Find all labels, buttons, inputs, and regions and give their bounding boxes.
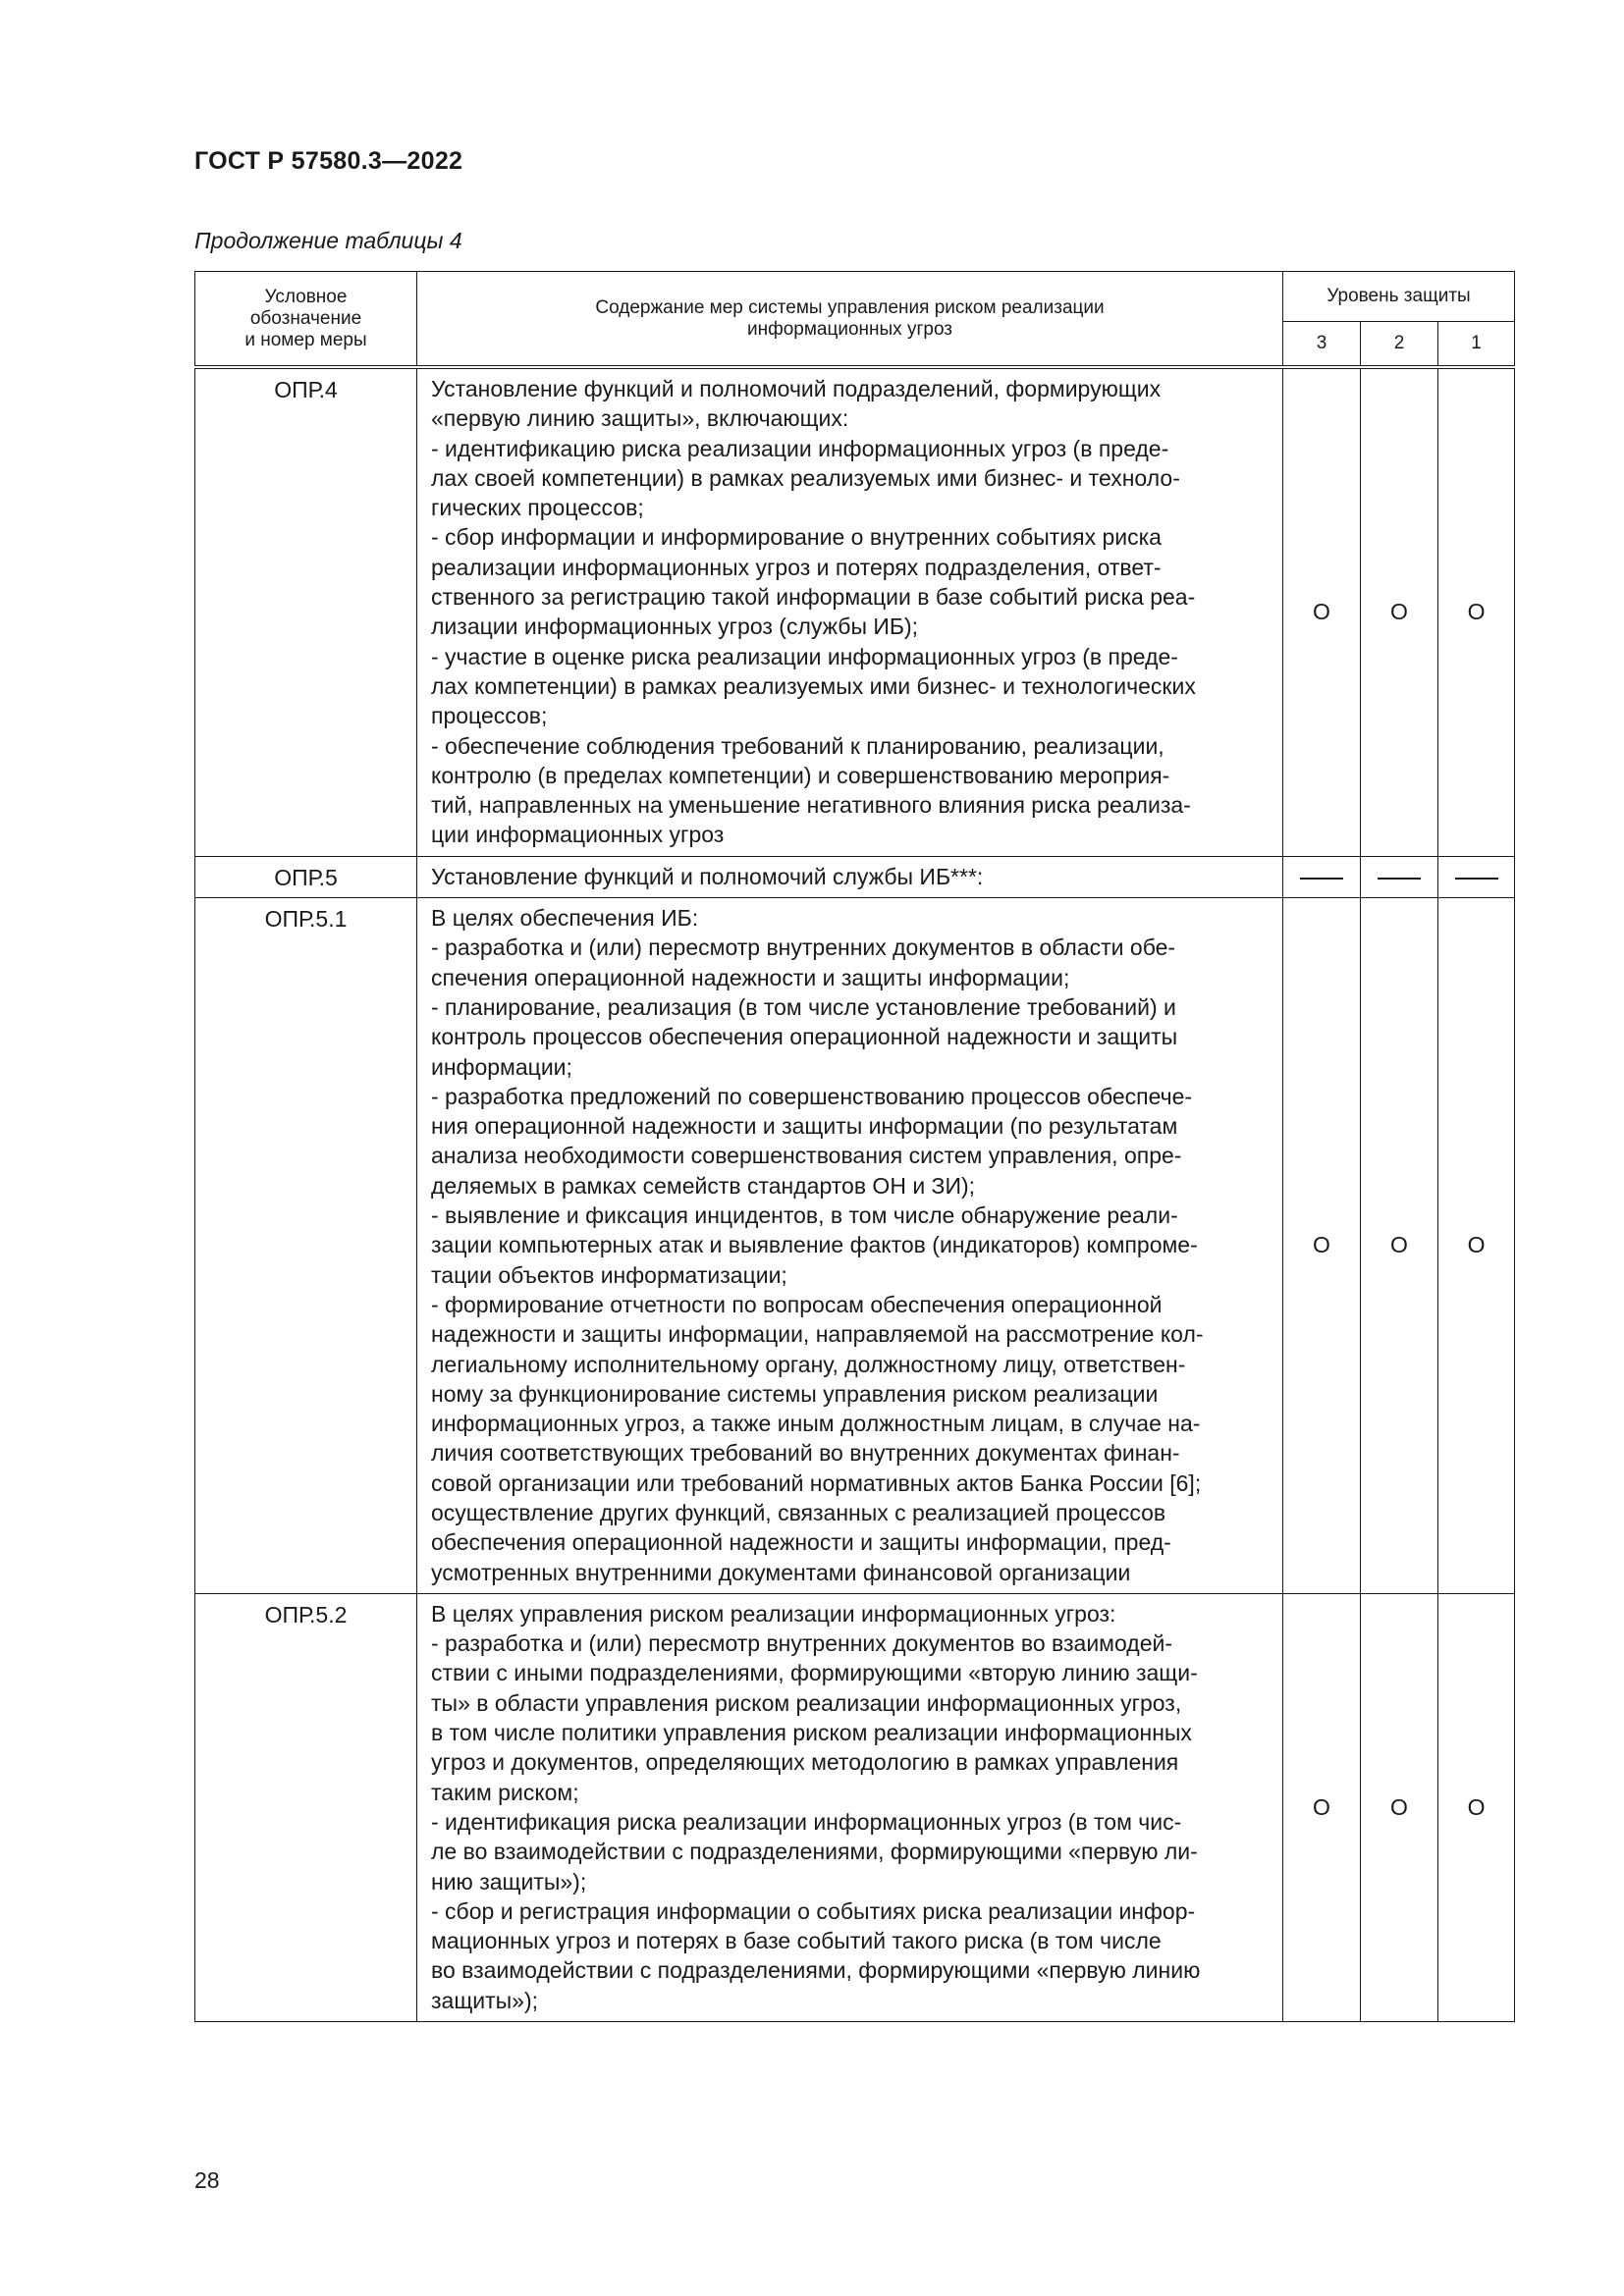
level-cell	[1361, 856, 1438, 897]
measure-content-line: реализации информационных угроз и потерях подразделения, ответ-	[431, 554, 1162, 580]
measure-content-line: личия соответствующих требований во внутренних документах финан-	[431, 1440, 1180, 1467]
page-number: 28	[194, 2167, 220, 2193]
measure-content-line: во взаимодействии с подразделениями, формирующими «первую линию	[431, 1957, 1201, 1984]
document-code: ГОСТ Р 57580.3—2022	[194, 147, 463, 175]
measure-content	[417, 898, 1283, 1594]
measure-content-line: спечения операционной надежности и защиты информации;	[431, 964, 1070, 990]
header-protection-level: Уровень защиты	[1283, 272, 1515, 322]
level-cell: О	[1283, 1593, 1361, 2021]
measure-content-line: - обеспечение соблюдения требований к планированию, реализации,	[431, 732, 1164, 759]
header-code-line: и номер меры	[244, 329, 367, 350]
measure-content-line: процессов;	[431, 703, 548, 729]
measure-code: ОПР.5	[195, 856, 417, 897]
measure-content-line: - участие в оценке риска реализации информационных угроз (в преде-	[431, 643, 1178, 669]
measure-content-line: В целях управления риском реализации информационных угроз:	[431, 1600, 1116, 1627]
level-cell	[1283, 856, 1361, 897]
measure-content-line: надежности и защиты информации, направляемой на рассмотрение кол-	[431, 1321, 1204, 1348]
table-continuation-caption: Продолжение таблицы 4	[194, 228, 462, 253]
table-row	[195, 1593, 1515, 2021]
measure-content-line: информации;	[431, 1053, 572, 1080]
not-applicable-dash	[1378, 878, 1421, 880]
measure-content-line: мационных угроз и потерях в базе событий такого риска (в том числе	[431, 1928, 1162, 1954]
measure-content-line: контролю (в пределах компетенции) и совершенствованию мероприя-	[431, 762, 1170, 788]
level-cell	[1438, 856, 1515, 897]
measure-content-line: контроль процессов обеспечения операционной надежности и защиты	[431, 1024, 1178, 1050]
measure-content-line: совой организации или требований нормативных актов Банка России [6];	[431, 1469, 1202, 1496]
measure-content-line: ции информационных угроз	[431, 822, 725, 848]
measure-code: ОПР.4	[195, 367, 417, 856]
level-cell: О	[1361, 898, 1438, 1594]
not-applicable-dash	[1300, 878, 1343, 880]
measure-content-line: ле во взаимодействии с подразделениями, формирующими «первую ли-	[431, 1839, 1198, 1865]
measure-content-line: - планирование, реализация (в том числе установление требований) и	[431, 993, 1176, 1020]
measure-content-line: в том числе политики управления риском реализации информационных	[431, 1720, 1192, 1746]
measure-content-line: угроз и документов, определяющих методологию в рамках управления	[431, 1749, 1179, 1776]
measure-content-line: ния операционной надежности и защиты информации (по результатам	[431, 1113, 1178, 1140]
measure-content-line: лизации информационных угроз (службы ИБ);	[431, 614, 919, 640]
measure-code: ОПР.5.2	[195, 1593, 417, 2021]
measure-content	[417, 1593, 1283, 2021]
measure-content-line: нию защиты»);	[431, 1868, 587, 1895]
measure-content-line: анализа необходимости совершенствования систем управления, опре-	[431, 1143, 1182, 1169]
measure-content-line: лах компетенции) в рамках реализуемых ими бизнес- и технологических	[431, 672, 1196, 699]
measure-content-line: таким риском;	[431, 1779, 579, 1805]
measure-content-line: Установление функций и полномочий подразделений, формирующих	[431, 376, 1162, 401]
header-code	[195, 272, 417, 368]
measure-content-line: легиальному исполнительному органу, должностному лицу, ответствен-	[431, 1351, 1186, 1377]
measure-content	[417, 856, 1283, 897]
measure-content-line: зации компьютерных атак и выявление фактов (индикаторов) компроме-	[431, 1232, 1198, 1258]
measure-content-line: тий, направленных на уменьшение негативного влияния риска реализа-	[431, 792, 1191, 819]
level-cell: О	[1438, 1593, 1515, 2021]
header-level-3: 3	[1283, 322, 1361, 368]
header-content	[417, 272, 1283, 368]
measure-content-line: - идентификацию риска реализации информационных угроз (в преде-	[431, 435, 1169, 461]
measure-content-line: гических процессов;	[431, 495, 644, 521]
measure-content-line: - сбор и регистрация информации о событиях риска реализации инфор-	[431, 1897, 1196, 1924]
measure-content-line: - формирование отчетности по вопросам обеспечения операционной	[431, 1291, 1163, 1317]
level-cell: О	[1438, 367, 1515, 856]
header-code-line: Условное	[264, 286, 348, 307]
measure-content-line: ты» в области управления риском реализации информационных угроз,	[431, 1689, 1182, 1716]
measure-content-line: - разработка предложений по совершенствованию процессов обеспече-	[431, 1083, 1193, 1109]
measure-content-line: обеспечения операционной надежности и защиты информации, пред-	[431, 1529, 1171, 1556]
measure-content-line: «первую линию защиты», включающих:	[431, 405, 849, 432]
table-row	[195, 367, 1515, 856]
not-applicable-dash	[1455, 878, 1498, 880]
measure-content-line: - разработка и (или) пересмотр внутренних документов во взаимодей-	[431, 1630, 1172, 1657]
level-cell: О	[1361, 367, 1438, 856]
measure-content-line: лах своей компетенции) в рамках реализуемых ими бизнес- и техноло-	[431, 464, 1180, 491]
header-level-2: 2	[1361, 322, 1438, 368]
header-content-line: Содержание мер системы управления риском реализации	[595, 296, 1105, 318]
measure-content-line: информационных угроз, а также иным должностным лицам, в случае на-	[431, 1411, 1201, 1437]
header-code-line: обозначение	[249, 307, 362, 329]
header-level-1: 1	[1438, 322, 1515, 368]
measure-code: ОПР.5.1	[195, 898, 417, 1594]
table-row	[195, 898, 1515, 1594]
header-content-line: информационных угроз	[746, 318, 953, 340]
measure-content-line: ному за функционирование системы управления риском реализации	[431, 1380, 1159, 1407]
table-row	[195, 856, 1515, 897]
measure-content-line: - разработка и (или) пересмотр внутренних документов в области обе-	[431, 934, 1176, 961]
measure-content-line: ствии с иными подразделениями, формирующими «вторую линию защи-	[431, 1660, 1198, 1686]
measure-content	[417, 367, 1283, 856]
measure-content-line: Установление функций и полномочий службы ИБ***:	[431, 863, 984, 889]
measure-content-line: защиты»);	[431, 1987, 539, 2013]
measure-content-line: ственного за регистрацию такой информации в базе событий риска реа-	[431, 584, 1196, 611]
measure-content-line: В целях обеспечения ИБ:	[431, 905, 699, 932]
measure-content-line: осуществление других функций, связанных с реализацией процессов	[431, 1499, 1166, 1525]
measure-content-line: - выявление и фиксация инцидентов, в том числе обнаружение реали-	[431, 1202, 1178, 1229]
measure-content-line: - сбор информации и информирование о внутренних событиях риска	[431, 524, 1162, 551]
level-cell: О	[1283, 367, 1361, 856]
level-cell: О	[1361, 1593, 1438, 2021]
measure-content-line: тации объектов информатизации;	[431, 1261, 787, 1288]
level-cell: О	[1283, 898, 1361, 1594]
measure-content-line: деляемых в рамках семейств стандартов ОН и ЗИ);	[431, 1172, 976, 1199]
measure-content-line: - идентификация риска реализации информационных угроз (в том чис-	[431, 1808, 1182, 1835]
measure-content-line: усмотренных внутренними документами финансовой организации	[431, 1559, 1131, 1585]
level-cell: О	[1438, 898, 1515, 1594]
measures-table	[194, 271, 1515, 2022]
